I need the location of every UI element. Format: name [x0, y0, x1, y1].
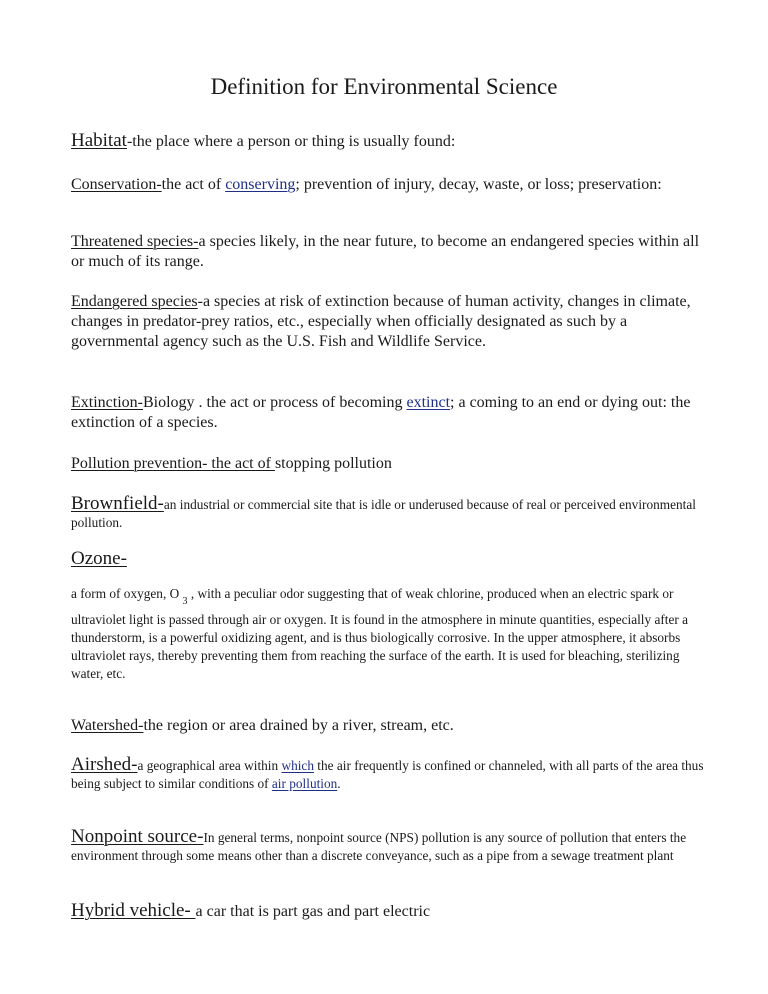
term-hybrid-vehicle: Hybrid vehicle- — [71, 900, 196, 921]
entry-ozone-definition — [71, 585, 711, 683]
definition-watershed: the region or area drained by a river, stream, etc. — [143, 717, 454, 734]
link-which[interactable]: which — [281, 758, 314, 773]
definition-habitat: -the place where a person or thing is usually found: — [126, 133, 456, 150]
definition-pollution-prevention: stopping pollution — [274, 455, 392, 472]
definition-extinction-a: Biology . the act or process of becoming — [142, 394, 407, 411]
term-conservation: Conservation- — [71, 176, 162, 193]
definition-airshed-a: a geographical area within — [137, 758, 282, 773]
entry-airshed — [71, 756, 711, 793]
definition-nonpoint-source: In general terms, nonpoint source (NPS) pollution is any source of pollution that enters the environment through some means other than a discrete conveyance, such as a pipe from a sewage treatment plant — [71, 830, 687, 863]
entry-endangered-species — [71, 292, 711, 352]
term-endangered-species: Endangered species — [71, 293, 198, 310]
definition-conservation-a: the act of — [161, 176, 226, 193]
link-extinct[interactable]: extinct — [406, 394, 451, 411]
definition-endangered-species: -a species at risk of extinction because of human activity, changes in climate, changes in predator-prey ratios, etc., especially when officially designated as such by a governmental agency such as the U.S. Fish and Wildlife Service. — [71, 293, 691, 350]
entry-ozone-heading — [71, 549, 711, 570]
entry-nonpoint-source — [71, 828, 711, 865]
definition-extinction-b: ; a coming to an end or dying out: the extinction of a species. — [71, 394, 691, 431]
entry-hybrid-vehicle — [71, 901, 711, 922]
ozone-subscript: 3 — [182, 596, 188, 607]
entry-threatened-species — [71, 232, 711, 272]
definition-airshed-c: . — [337, 776, 341, 791]
term-brownfield: Brownfield- — [71, 493, 164, 514]
term-pollution-prevention: Pollution prevention- the act of — [71, 455, 275, 472]
definition-threatened-species: a species likely, in the near future, to become an endangered species within all or much of its range. — [71, 233, 700, 270]
definition-ozone-b: , with a peculiar odor suggesting that of weak chlorine, produced when an electric spark or ultraviolet light is passed through air or oxygen. It is found in the atmosphere in minute quantities, especially after a thunderstorm, is a powerful oxidizing agent, and is thus biologically corrosive. In the upper atmosphere, it absorbs ultraviolet rays, thereby preventing them from reaching the surface of the earth. It is used for bleaching, sterilizing water, etc. — [71, 586, 689, 681]
entry-pollution-prevention — [71, 454, 711, 474]
entry-habitat — [71, 131, 711, 152]
definition-hybrid-vehicle: a car that is part gas and part electric — [195, 903, 431, 920]
link-conserving[interactable]: conserving — [225, 176, 296, 193]
definition-airshed-b: the air frequently is confined or channeled, with all parts of the area thus being subject to similar conditions of — [71, 758, 704, 791]
term-extinction: Extinction- — [71, 394, 143, 411]
page-title: Definition for Environmental Science — [210, 74, 558, 99]
definition-conservation-b: ; prevention of injury, decay, waste, or loss; preservation: — [295, 176, 662, 193]
entry-conservation — [71, 175, 711, 195]
entry-brownfield — [71, 495, 711, 532]
term-threatened-species: Threatened species- — [71, 233, 199, 250]
term-nonpoint-source: Nonpoint source- — [71, 826, 204, 847]
term-ozone: Ozone- — [71, 548, 127, 569]
entry-watershed — [71, 716, 711, 736]
entry-extinction — [71, 393, 711, 433]
definition-brownfield: an industrial or commercial site that is idle or underused because of real or perceived environmental pollution. — [71, 497, 696, 530]
definition-ozone-a: a form of oxygen, O — [71, 586, 183, 601]
term-airshed: Airshed- — [71, 754, 138, 775]
term-watershed: Watershed- — [71, 717, 144, 734]
link-air-pollution[interactable]: air pollution — [271, 776, 338, 791]
term-habitat: Habitat — [71, 130, 127, 151]
